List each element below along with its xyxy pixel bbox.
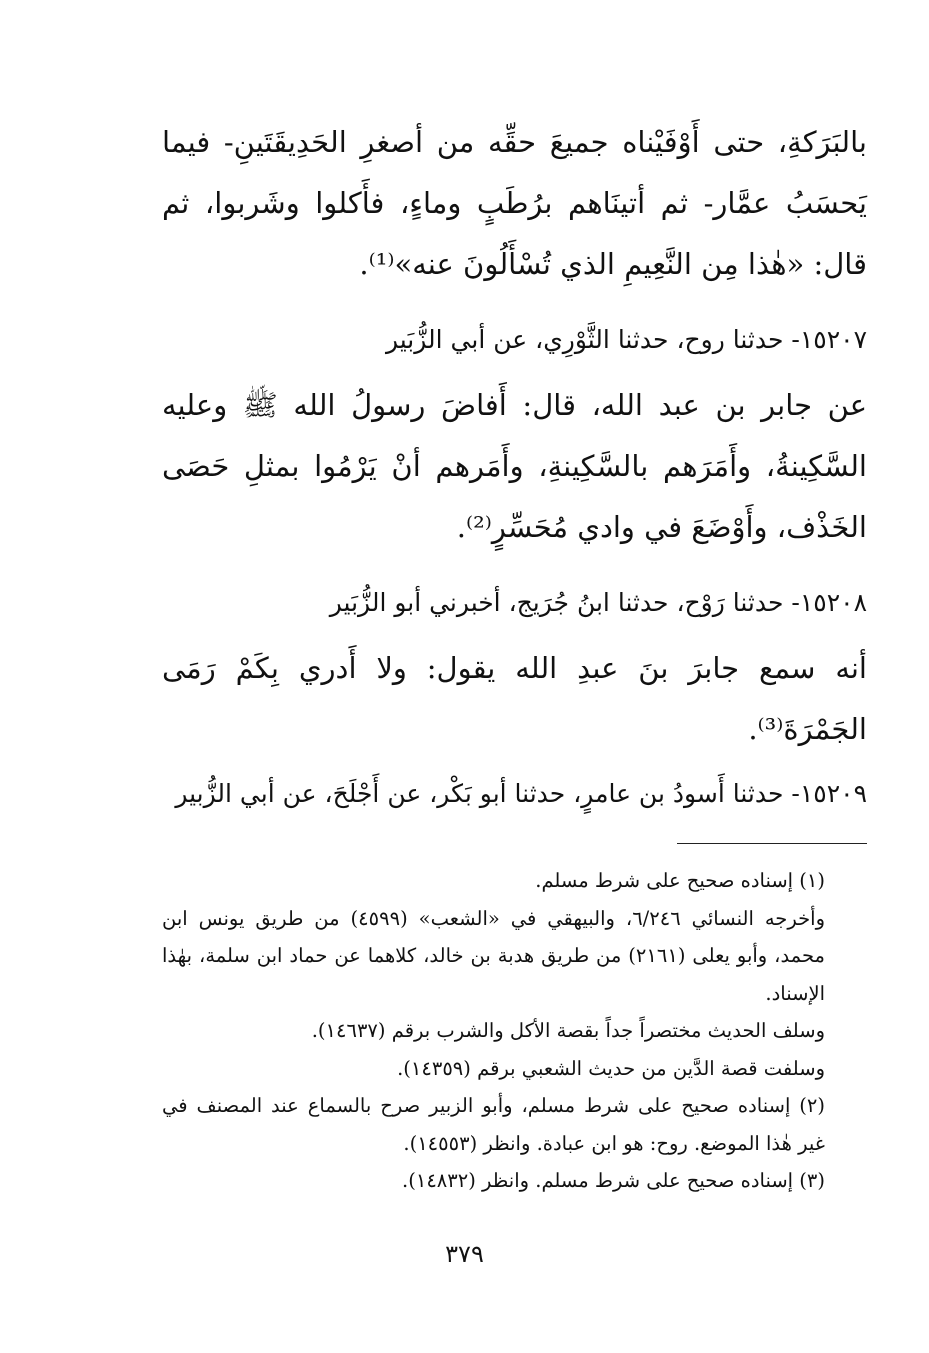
main-text — [162, 112, 867, 820]
paragraph-3: أنه سمع جابرَ بنَ عبدِ الله يقول: ولا أَدري بِكَمْ رَمَى الجَمْرَةَ⁽³⁾. — [162, 651, 867, 746]
page-number: ٣٧٩ — [445, 1240, 484, 1268]
footnote-1: (١) إسناده صحيح على شرط مسلم. — [535, 869, 825, 892]
footnote-divider — [677, 843, 867, 844]
hadith-heading-15208: ١٥٢٠٨- حدثنا رَوْح، حدثنا ابنُ جُرَيج، أخبرني أبو الزُّبَير — [329, 588, 867, 617]
hadith-heading-15209: ١٥٢٠٩- حدثنا أَسودُ بن عامرٍ، حدثنا أبو بَكْر، عن أَجْلَحَ، عن أبي الزُّبير — [175, 779, 867, 808]
footnote-1-takhrij: وأخرجه النسائي ٦/٢٤٦، والبيهقي في «الشعب» (٤٥٩٩) من طريق يونس ابن محمد، وأبو يعلى (٢١٦١) من طريق هدبة بن خالد، كلاهما عن حماد ابن سلمة، بهٰذا الإسناد. — [162, 906, 825, 1005]
footnote-3: (٣) إسناده صحيح على شرط مسلم. وانظر (١٤٨٣٢). — [402, 1169, 825, 1192]
footnote-1-see-also-b: وسلفت قصة الدَّين من حديث الشعبي برقم (١٤٣٥٩). — [397, 1056, 825, 1080]
paragraph-2: عن جابر بن عبد الله، قال: أَفاضَ رسولُ الله ﷺ وعليه السَّكِينةُ، وأَمَرَهم بالسَّكِينةِ، وأَمَرهم أنْ يَرْمُوا بمثلِ حَصَى الخَذْف، وأَوْضَعَ في وادي مُحَسِّرٍ⁽²⁾. — [162, 388, 867, 544]
paragraph-1: بالبَرَكةِ، حتى أَوْفَيْناه جميعَ حقِّه من أصغرِ الحَدِيقَتَينِ- فيما يَحسَبُ عمَّار- ثم أتينَاهم برُطَبٍ وماءٍ، فأَكلوا وشَربوا، ثم قال: «هٰذا مِن النَّعِيمِ الذي تُسْأَلُونَ عنه»⁽¹⁾. — [162, 125, 867, 281]
footnotes — [162, 862, 867, 1200]
hadith-heading-15207: ١٥٢٠٧- حدثنا روح، حدثنا الثَّوْرِي، عن أبي الزُّبَير — [385, 325, 867, 354]
footnote-2: (٢) إسناده صحيح على شرط مسلم، وأبو الزبير صرح بالسماع عند المصنف في غير هٰذا الموضع. روح: هو ابن عبادة. وانظر (١٤٥٥٣). — [162, 1094, 825, 1155]
footnote-1-see-also-a: وسلف الحديث مختصراً جداً بقصة الأكل والشرب برقم (١٤٦٣٧). — [311, 1019, 825, 1042]
